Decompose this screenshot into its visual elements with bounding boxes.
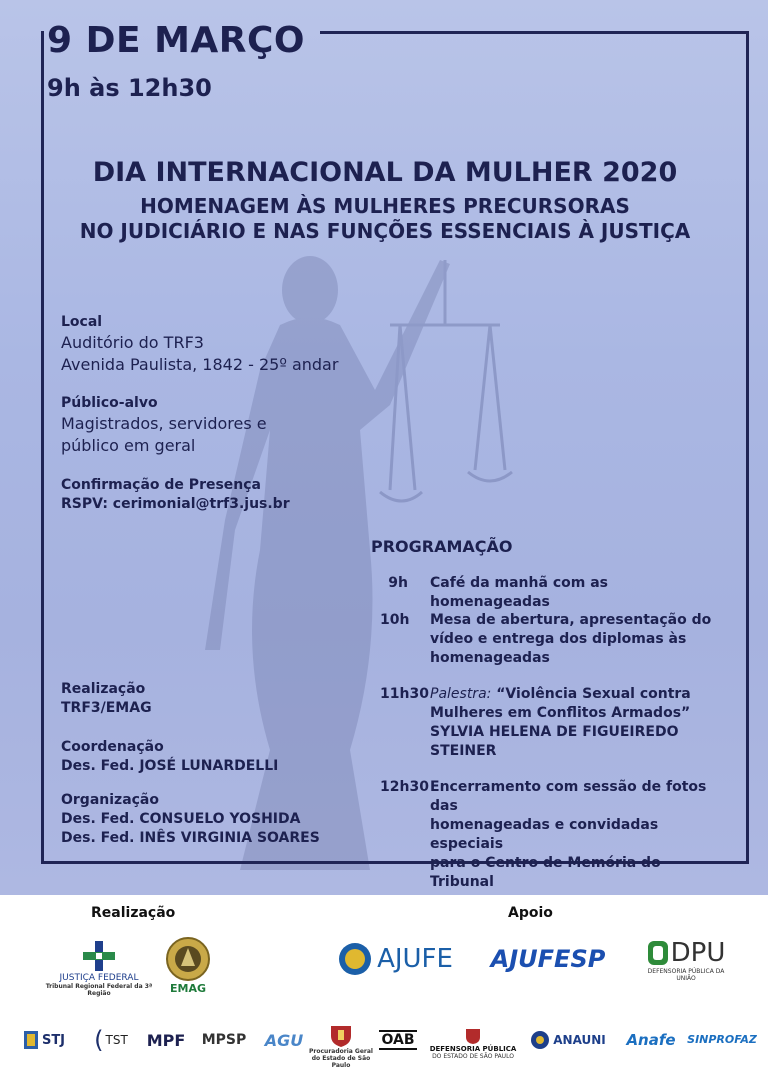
justica-federal-emblem-icon (79, 939, 119, 973)
ajufesp-logo (492, 939, 604, 979)
agu-logo (260, 1025, 308, 1055)
schedule-item (380, 778, 720, 892)
anafe-logo (618, 1025, 684, 1055)
dpu-text: DPU (670, 938, 726, 968)
dpu-logo (638, 935, 734, 985)
oab-logo (374, 1027, 422, 1053)
schedule-time: 12h30 (380, 779, 429, 795)
pge-logo (308, 1017, 374, 1073)
ajufe-text: AJUFE (377, 944, 453, 974)
realizacao-section (61, 680, 152, 718)
footer-apoio-label: Apoio (508, 905, 553, 921)
dpu-emblem-icon (647, 940, 669, 966)
ajufesp-text: AJUFESP (490, 945, 606, 973)
stj-text: STJ (41, 1032, 66, 1048)
organizacao-line-1: Des. Fed. CONSUELO YOSHIDA (61, 811, 301, 827)
local-label: Local (61, 314, 103, 330)
justica-federal-logo (40, 933, 158, 1003)
subtitle-line-2: NO JUDICIÁRIO E NAS FUNÇÕES ESSENCIAIS À JUSTIÇA (79, 219, 691, 243)
schedule-item (380, 685, 720, 761)
schedule-description (430, 685, 720, 761)
publico-label: Público-alvo (61, 395, 158, 411)
anauni-text: ANAUNI (553, 1033, 606, 1047)
anauni-logo (526, 1027, 610, 1053)
schedule-line (430, 685, 720, 704)
publico-section (61, 394, 267, 457)
realizacao-label: Realização (61, 681, 146, 697)
tst-logo: ( TST (94, 1026, 128, 1054)
local-venue: Auditório do TRF3 (61, 333, 204, 352)
ajufe-logo (330, 937, 460, 981)
schedule-description (430, 778, 720, 892)
schedule-time: 9h (388, 575, 408, 591)
schedule-description (430, 611, 720, 668)
defensoria-sp-text: DEFENSORIA PÚBLICA (429, 1044, 517, 1053)
organizacao-section (61, 791, 320, 848)
anafe-text: Anafe (626, 1031, 676, 1049)
coordenacao-section (61, 738, 278, 776)
defensoria-sp-subtext: DO ESTADO DE SÃO PAULO (432, 1052, 514, 1060)
subtitle-line-1: HOMENAGEM ÀS MULHERES PRECURSORAS (140, 194, 630, 218)
schedule-time: 10h (380, 612, 410, 628)
schedule-line: homenageadas e convidadas especiais (430, 817, 659, 852)
schedule-line: para o Centro de Memória do Tribunal (430, 855, 661, 890)
stj-emblem-icon (23, 1030, 39, 1050)
schedule-line: Café da manhã com as homenageadas (430, 575, 608, 610)
confirmacao-email: RSPV: cerimonial@trf3.jus.br (61, 496, 290, 512)
publico-line-1: Magistrados, servidores e (61, 414, 267, 433)
event-date: 9 DE MARÇO (47, 20, 306, 61)
justica-federal-subtext: Tribunal Regional Federal da 3ª Região (45, 983, 153, 997)
emag-seal-icon (165, 936, 211, 982)
event-time: 9h às 12h30 (47, 74, 212, 102)
emag-logo (160, 925, 216, 1005)
frame-top-border (320, 31, 749, 34)
schedule-item (380, 574, 720, 612)
realizacao-value: TRF3/EMAG (61, 700, 152, 716)
main-title: DIA INTERNACIONAL DA MULHER 2020 (92, 157, 678, 188)
schedule-line: Encerramento com sessão de fotos das (430, 779, 707, 814)
mpsp-text: MPSP (201, 1032, 247, 1048)
schedule-line: Mesa de abertura, apresentação do (430, 612, 712, 628)
coordenacao-value: Des. Fed. JOSÉ LUNARDELLI (61, 758, 279, 774)
justica-federal-text: JUSTIÇA FEDERAL (59, 973, 139, 983)
footer-realizacao-label: Realização (91, 905, 176, 921)
local-section (61, 313, 338, 376)
dpu-subtext: DEFENSORIA PÚBLICA DA UNIÃO (647, 968, 725, 982)
sinprofaz-logo (686, 1019, 758, 1059)
defensoria-sp-logo (428, 1021, 518, 1065)
anauni-emblem-icon (530, 1030, 550, 1050)
organizacao-label: Organização (61, 792, 159, 808)
ajufe-emblem-icon (337, 941, 373, 977)
schedule-line: STEINER (430, 743, 497, 759)
oab-text: OAB (381, 1032, 415, 1048)
sinprofaz-text: SINPROFAZ (687, 1032, 757, 1046)
stj-logo (14, 1025, 74, 1055)
mpf-text: MPF (146, 1030, 186, 1050)
defensoria-emblem-icon (464, 1027, 482, 1045)
schedule-line: homenageadas (430, 650, 550, 666)
coordenacao-label: Coordenação (61, 739, 164, 755)
schedule-item (380, 611, 720, 668)
schedule-line: SYLVIA HELENA DE FIGUEIREDO (430, 724, 679, 740)
schedule-line: vídeo e entrega dos diplomas às (430, 631, 687, 647)
mpsp-logo (197, 1027, 251, 1053)
mpf-logo (143, 1027, 189, 1053)
confirmacao-label: Confirmação de Presença (61, 477, 262, 493)
programacao-title: PROGRAMAÇÃO (371, 537, 513, 556)
agu-text: AGU (264, 1030, 304, 1050)
pge-text: Procuradoria Geral do Estado de São Paulo (309, 1047, 373, 1069)
emag-text: EMAG (169, 981, 206, 995)
palestra-title-start: “Violência Sexual contra (491, 686, 691, 702)
tst-text: TST (105, 1033, 128, 1047)
publico-line-2: público em geral (61, 436, 196, 455)
organizacao-line-2: Des. Fed. INÊS VIRGINIA SOARES (61, 830, 320, 846)
palestra-label: Palestra: (430, 686, 492, 702)
schedule-time: 11h30 (380, 686, 429, 702)
confirmacao-section (61, 476, 290, 514)
sp-coat-of-arms-icon (329, 1022, 353, 1048)
sponsors-footer (0, 895, 768, 1089)
local-address: Avenida Paulista, 1842 - 25º andar (61, 355, 339, 374)
schedule-line: Mulheres em Conflitos Armados” (430, 705, 691, 721)
schedule-description (430, 574, 720, 612)
